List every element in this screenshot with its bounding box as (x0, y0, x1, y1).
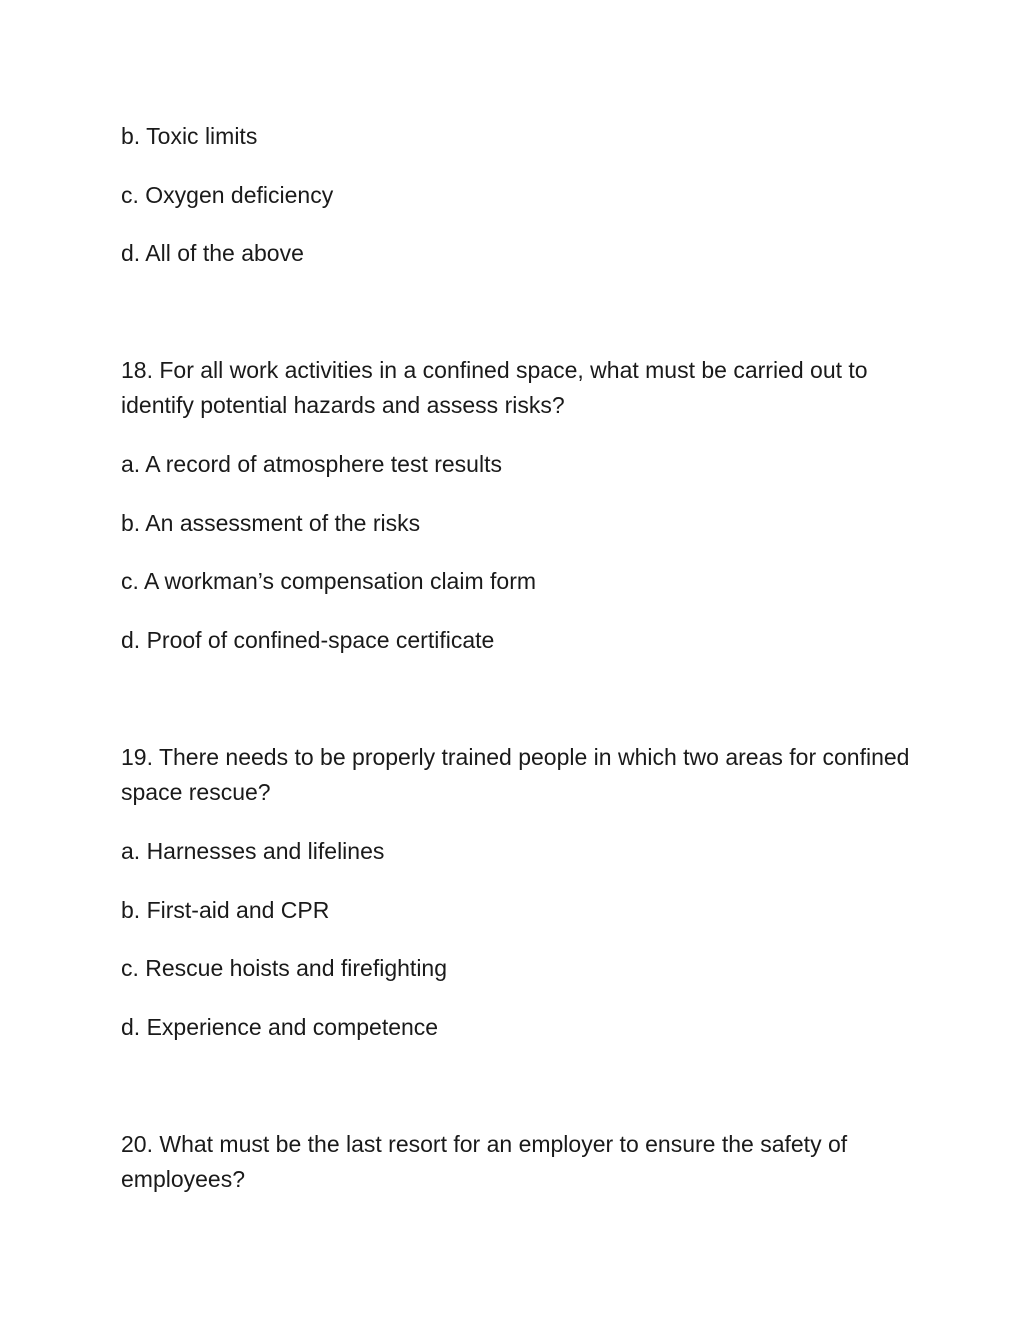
q18-question: 18. For all work activities in a confined space, what must be carried out to identify potential hazards and assess risks? (121, 357, 868, 418)
q17-option-b: b. Toxic limits (121, 123, 258, 149)
q19-option-d: d. Experience and competence (121, 1014, 439, 1040)
q19-option-a: a. Harnesses and lifelines (121, 838, 385, 864)
q18-option-a: a. A record of atmosphere test results (121, 451, 502, 477)
q19-option-c: c. Rescue hoists and firefighting (121, 955, 448, 981)
q18-option-d: d. Proof of confined-space certificate (121, 627, 495, 653)
q17-option-d: d. All of the above (121, 240, 304, 266)
q17-option-c: c. Oxygen deficiency (121, 182, 334, 208)
q18-option-b: b. An assessment of the risks (121, 510, 421, 536)
q19-question: 19. There needs to be properly trained people in which two areas for confined space rescue? (121, 744, 910, 805)
q20-question: 20. What must be the last resort for an employer to ensure the safety of employees? (121, 1131, 848, 1192)
q18-option-c: c. A workman’s compensation claim form (121, 568, 537, 594)
q19-option-b: b. First-aid and CPR (121, 897, 330, 923)
